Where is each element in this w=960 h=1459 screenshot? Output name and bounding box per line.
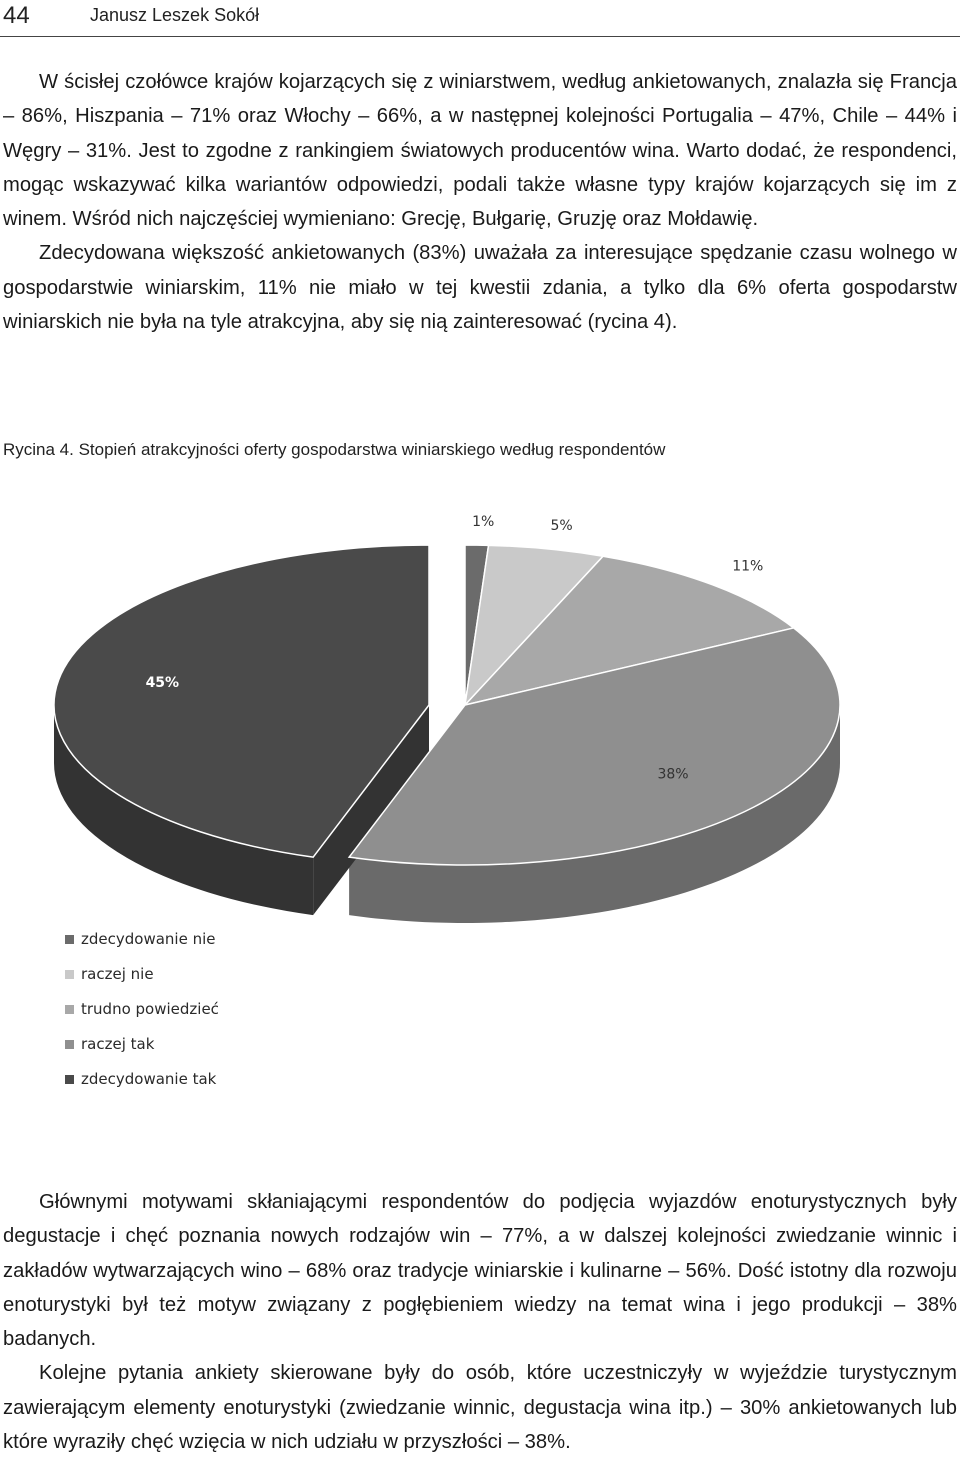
page-number: 44 xyxy=(3,2,30,29)
legend xyxy=(65,930,219,1088)
body-text-bottom xyxy=(3,1185,957,1459)
figure-caption: Rycina 4. Stopień atrakcyjności oferty gospodarstwa winiarskiego według respondentów xyxy=(3,440,666,459)
slice-label-0: 1% xyxy=(472,513,495,530)
paragraph: Zdecydowana większość ankietowanych (83%) uważała za interesujące spędzanie czasu wolnego w gospodarstwie winiarskim, 11% nie miało w tej kwestii zdania, a tylko dla 6% oferta gospodarstw winiarskich nie była na tyle atrakcyjna, aby się nią zainteresować (rycina 4). xyxy=(3,242,957,334)
legend-swatch-0 xyxy=(65,935,74,944)
paragraph: W ścisłej czołówce krajów kojarzących się z winiarstwem, według ankietowanych, znalazła się Francja – 86%, Hiszpania – 71% oraz Włochy – 66%, a w następnej kolejności Portugalia – 47%, Chile – 44% i Węgry – 31%. Jest to zgodne z rankingiem światowych producentów wina. Warto dodać, że respondenci, mogąc wskazywać kilka wariantów odpowiedzi, podali także własne typy krajów kojarzących się im z winem. Wśród nich najczęściej wymieniano: Grecję, Bułgarię, Gruzję oraz Mołdawię. xyxy=(3,71,957,231)
legend-swatch-1 xyxy=(65,970,74,979)
legend-label-2: trudno powiedzieć xyxy=(81,1000,219,1018)
legend-label-4: zdecydowanie tak xyxy=(81,1070,217,1088)
page-header xyxy=(0,0,960,40)
legend-swatch-2 xyxy=(65,1005,74,1014)
body-text-top xyxy=(3,65,957,339)
slice-label-3: 38% xyxy=(657,766,689,783)
slice-label-4: 45% xyxy=(145,674,180,691)
slice-label-2: 11% xyxy=(732,558,764,575)
header-rule xyxy=(0,36,960,37)
paragraph: Głównymi motywami skłaniającymi respondentów do podjęcia wyjazdów enoturystycznych były degustacje i chęć poznania nowych rodzajów win – 77%, a w dalszej kolejności zwiedzanie winnic i zakładów wytwarzających wino – 68% oraz tradycje winiarskie i kulinarne – 56%. Dość istotny dla rozwoju enoturystyki był też motyw związany z pogłębieniem wiedzy na temat wina i jego produkcji – 38% badanych. xyxy=(3,1191,957,1351)
legend-swatch-3 xyxy=(65,1040,74,1049)
running-head-author: Janusz Leszek Sokół xyxy=(90,5,260,25)
paragraph: Kolejne pytania ankiety skierowane były do osób, które uczestniczyły w wyjeździe turystycznym zawierającym elementy enoturystyki (zwiedzanie winnic, degustacja wina itp.) – 30% ankietowanych lub które wyraziły chęć wzięcia w nich udziału w przyszłości – 38%. xyxy=(3,1362,957,1454)
pie-layer xyxy=(54,545,840,923)
legend-swatch-4 xyxy=(65,1075,74,1084)
legend-label-1: raczej nie xyxy=(81,965,154,983)
pie-chart xyxy=(0,470,960,1120)
legend-label-0: zdecydowanie nie xyxy=(81,930,216,948)
slice-label-1: 5% xyxy=(550,518,573,535)
legend-label-3: raczej tak xyxy=(81,1035,155,1053)
